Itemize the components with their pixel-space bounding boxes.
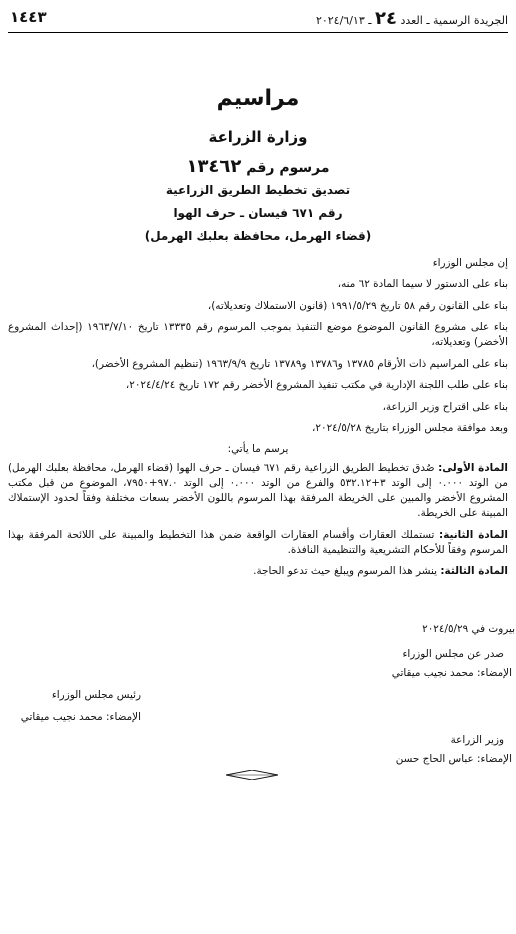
gazette-name: الجريدة الرسمية ـ العدد — [400, 14, 508, 27]
decree-subject: تصديق تخطيط الطريق الزراعية — [165, 183, 351, 197]
recital-4: بناء على المراسيم ذات الأرقام ١٣٧٨٥ و١٣٧٨٦ و١٣٧٨٩ تاريخ ١٩٦٣/٩/٩ (تنظيم المشروع الأخضر)، — [91, 357, 508, 370]
article-1 — [8, 461, 508, 522]
signature-1: الإمضاء: محمد نجيب ميقاتي — [391, 667, 512, 679]
article-3-text: ينشر هذا المرسوم ويبلغ حيث تدعو الحاجة. — [253, 565, 438, 578]
decrees-line: يرسم ما يأتي: — [227, 443, 289, 456]
signature-3: الإمضاء: عباس الحاج حسن — [395, 753, 512, 765]
decree-label: مرسوم رقم — [246, 160, 330, 176]
article-2-label: المادة الثانية: — [439, 528, 508, 541]
article-3 — [8, 564, 508, 579]
decree-heading — [0, 156, 516, 177]
section-title: مراسيم — [216, 86, 300, 111]
issue-number: ٢٤ — [374, 8, 397, 29]
decree-body — [8, 256, 508, 586]
article-1-label: المادة الأولى: — [438, 461, 508, 474]
decree-road: رقم ٦٧١ فيسان ـ حرف الهوا — [173, 206, 343, 220]
article-2 — [8, 528, 508, 558]
recital-2: بناء على القانون رقم ٥٨ تاريخ ١٩٩١/٥/٢٩ (قانون الاستملاك وتعديلاته)، — [207, 299, 508, 312]
recital-3: بناء على مشروع القانون الموضوع موضع التنفيذ بموجب المرسوم رقم ١٣٣٣٥ تاريخ ١٩٦٣/٧/١٠ (إحداث المشروع الأخضر) وتعديلاته، — [8, 321, 509, 349]
separator-ornament — [226, 770, 278, 780]
opening-line: إن مجلس الوزراء — [432, 257, 508, 269]
ministry-title: وزارة الزراعة — [208, 128, 308, 146]
minister-title: وزير الزراعة — [450, 734, 504, 746]
page-number: ١٤٤٣ — [10, 8, 47, 26]
recital-7: وبعد موافقة مجلس الوزراء بتاريخ ٢٠٢٤/٥/٢٨، — [312, 421, 508, 434]
issued-by: صدر عن مجلس الوزراء — [402, 648, 504, 660]
article-1-text: صُدق تخطيط الطريق الزراعية رقم ٦٧١ فيسان ـ حرف الهوا (قضاء الهرمل، محافظة بعلبك الهرمل) من الوتد ٠.٠٠٠ إلى الوتد ٣+٥٣٢.١٢ والفرع من الوتد ٠.٠٠٠ إلى الوتد ٩٧.٠+٧٩٥٠، الموضوع من قبل مكتب المشروع الأخضر والمبين على الخريطة المرفقة بهذا المرسوم باللون الأخضر بسعات مختلفة وفقاً لحدود الإستملاك المبينة على الخريطة. — [8, 461, 508, 520]
issue-date: ـ ٢٠٢٤/٦/١٣ — [315, 14, 372, 27]
place-date: بيروت في ٢٠٢٤/٥/٢٩ — [422, 623, 515, 635]
recital-5: بناء على طلب اللجنة الإدارية في مكتب تنفيذ المشروع الأخضر رقم ١٧٢ تاريخ ٢٠٢٤/٤/٢٤، — [125, 379, 508, 392]
decree-location: (قضاء الهرمل، محافظة بعلبك الهرمل) — [144, 229, 372, 243]
pm-title: رئيس مجلس الوزراء — [51, 689, 141, 701]
decree-number: ١٣٤٦٢ — [186, 156, 242, 177]
article-2-text: تستملك العقارات وأقسام العقارات الواقعة ضمن هذا التخطيط والمبينة على اللائحة المرفقة بهذا المرسوم وفقاً للأحكام التشريعية والتنظيمية النافذة. — [8, 528, 508, 556]
signature-2: الإمضاء: محمد نجيب ميقاتي — [20, 711, 141, 723]
article-3-label: المادة الثالثة: — [440, 565, 508, 578]
recital-1: بناء على الدستور لا سيما المادة ٦٢ منه، — [337, 278, 508, 291]
header-rule — [8, 32, 508, 33]
recital-6: بناء على اقتراح وزير الزراعة، — [382, 400, 508, 413]
gazette-running-title — [316, 8, 508, 29]
